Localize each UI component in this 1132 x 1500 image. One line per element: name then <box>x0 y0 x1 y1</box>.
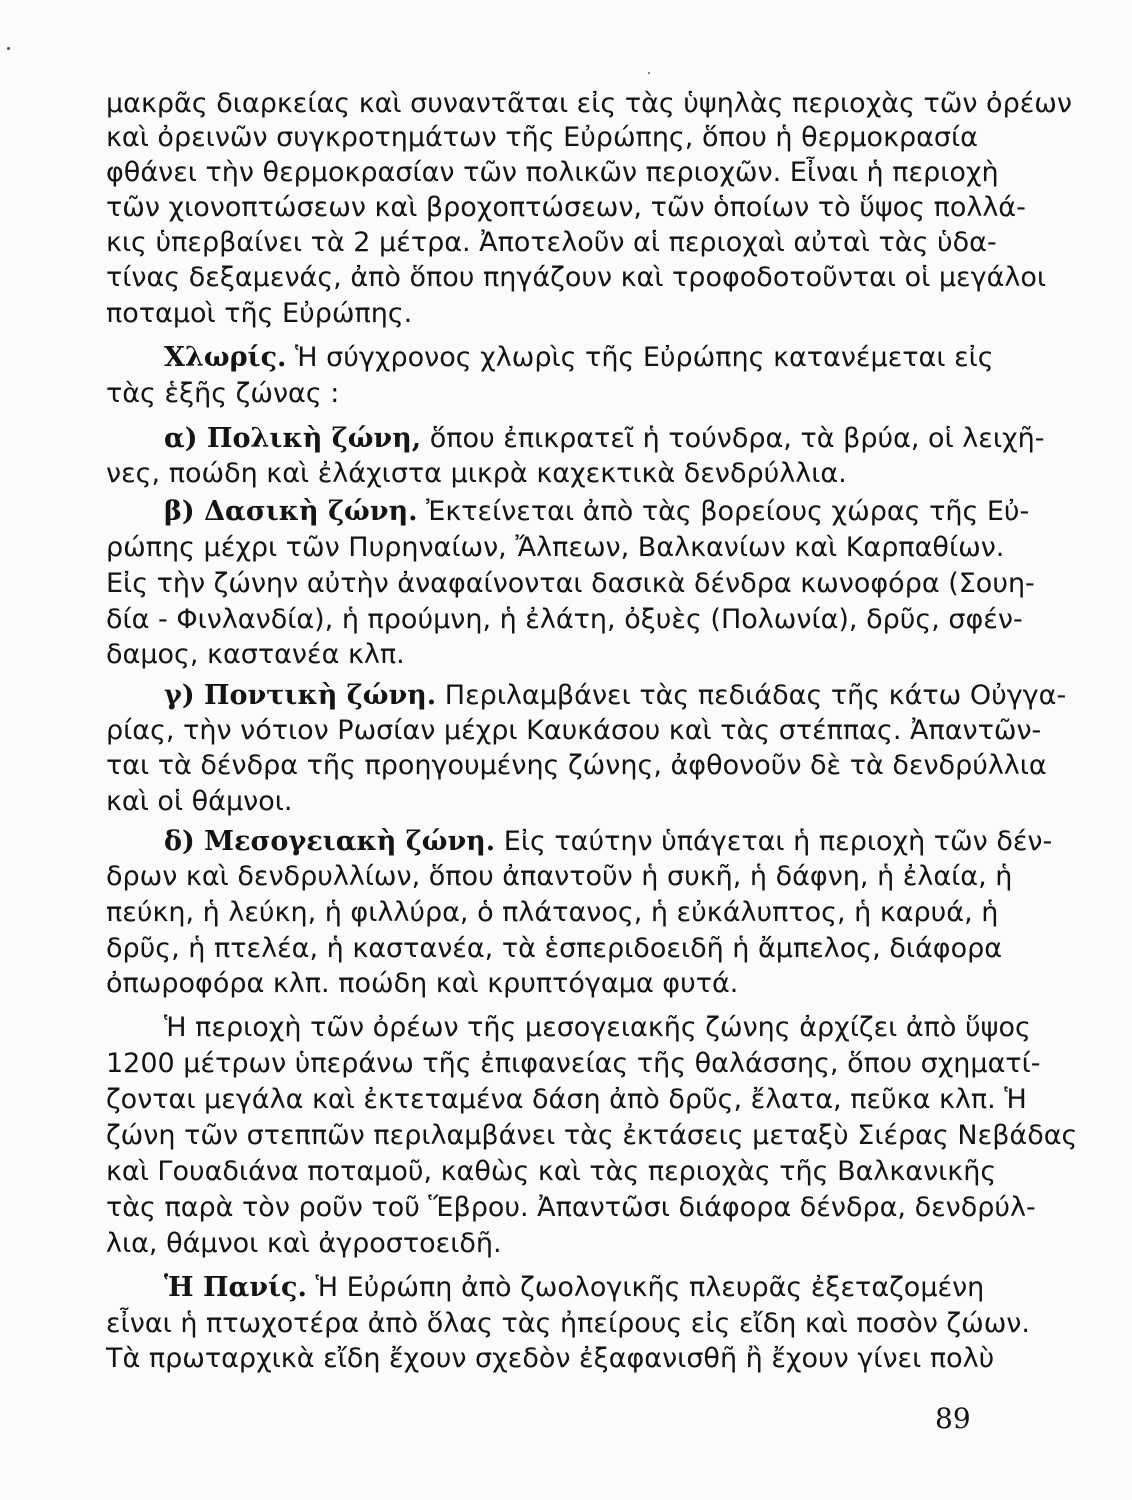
text-line: λια, θάμνοι καὶ ἀγροστοειδῆ. <box>106 1228 502 1259</box>
text-line: ποταμοὶ τῆς Εὐρώπης. <box>106 298 413 329</box>
text-line: εἶναι ἡ πτωχοτέρα ἀπὸ ὅλας τὰς ἠπείρους εἰς εἴδη καὶ ποσὸν ζώων. <box>106 1308 1030 1339</box>
text-line: καὶ οἱ θάμνοι. <box>106 786 293 817</box>
section-heading-forest-zone: β) Δασικὴ ζώνη. <box>164 496 418 527</box>
page-number: 89 <box>935 1402 971 1435</box>
scan-speck <box>648 72 650 74</box>
text-line: 1200 μέτρων ὑπεράνω τῆς ἐπιφανείας τῆς θαλάσσης, ὅπου σχηματί- <box>106 1048 1041 1079</box>
section-heading-fauna: Ἡ Πανίς. <box>164 1272 307 1303</box>
text-line: ρίας, τὴν νότιον Ρωσίαν μέχρι Καυκάσου καὶ τὰς στέππας. Ἀπαντῶν- <box>106 715 1042 746</box>
text-line: ρώπης μέχρι τῶν Πυρηναίων, Ἄλπεων, Βαλκανίων καὶ Καρπαθίων. <box>106 532 1005 563</box>
text-line: καὶ ὀρεινῶν συγκροτημάτων τῆς Εὐρώπης, ὅπου ἡ θερμοκρασία <box>106 122 978 153</box>
text-line: Τὰ πρωταρχικὰ εἴδη ἔχουν σχεδὸν ἐξαφανισθῆ ἢ ἔχουν γίνει πολὺ <box>106 1343 995 1374</box>
text-line: τὰς ἑξῆς ζώνας : <box>106 378 340 409</box>
text-line: Χλωρίς. Ἡ σύγχρονος χλωρὶς τῆς Εὐρώπης κατανέμεται εἰς <box>164 342 994 373</box>
text-line: γ) Ποντικὴ ζώνη. Περιλαμβάνει τὰς πεδιάδας τῆς κάτω Οὐγγα- <box>164 680 1067 711</box>
text-line: Εἰς τὴν ζώνην αὐτὴν ἀναφαίνονται δασικὰ δένδρα κωνοφόρα (Σουη- <box>106 568 1035 599</box>
text-line: δ) Μεσογειακὴ ζώνη. Εἰς ταύτην ὑπάγεται ἡ περιοχὴ τῶν δέν- <box>164 826 1053 857</box>
text-line: φθάνει τὴν θερμοκρασίαν τῶν πολικῶν περιοχῶν. Εἶναι ἡ περιοχὴ <box>106 157 999 188</box>
text-line: δία - Φινλανδία), ἡ προύμνη, ἡ ἐλάτη, ὀξυὲς (Πολωνία), δρῦς, σφέν- <box>106 604 1023 635</box>
text-line: ται τὰ δένδρα τῆς προηγουμένης ζώνης, ἀφθονοῦν δὲ τὰ δενδρύλλια <box>106 750 1047 781</box>
text-line: μακρᾶς διαρκείας καὶ συναντᾶται εἰς τὰς ὑψηλὰς περιοχὰς τῶν ὀρέων <box>106 88 1073 119</box>
section-heading-polar-zone: α) Πολικὴ ζώνη, <box>164 423 422 454</box>
text-line: ζώνη τῶν στεππῶν περιλαμβάνει τὰς ἐκτάσεις μεταξὺ Σιέρας Νεβάδας <box>106 1120 1078 1151</box>
text-line: α) Πολικὴ ζώνη, ὅπου ἐπικρατεῖ ἡ τούνδρα, τὰ βρύα, οἱ λειχῆ- <box>164 423 1045 454</box>
text-line: κις ὑπερβαίνει τὰ 2 μέτρα. Ἀποτελοῦν αἱ περιοχαὶ αὐταὶ τὰς ὑδα- <box>106 227 997 258</box>
section-heading-mediterranean-zone: δ) Μεσογειακὴ ζώνη. <box>164 826 496 857</box>
text-line: νες, ποώδη καὶ ἐλάχιστα μικρὰ καχεκτικὰ δενδρύλλια. <box>106 458 847 489</box>
text-line: ζονται μεγάλα καὶ ἐκτεταμένα δάση ἀπὸ δρῦς, ἔλατα, πεῦκα κλπ. Ἡ <box>106 1084 1027 1115</box>
text-line: τὰς παρὰ τὸν ροῦν τοῦ Ἕβρου. Ἀπαντῶσι διάφορα δένδρα, δενδρύλ- <box>106 1192 1036 1223</box>
text-line: δρῦς, ἡ πτελέα, ἡ καστανέα, τὰ ἑσπεριδοειδῆ ἡ ἄμπελος, διάφορα <box>106 933 1003 964</box>
text-line: πεύκη, ἡ λεύκη, ἡ φιλλύρα, ὁ πλάτανος, ἡ εὐκάλυπτος, ἡ καρυά, ἡ <box>106 897 999 928</box>
text-line: καὶ Γουαδιάνα ποταμοῦ, καθὼς καὶ τὰς περιοχὰς τῆς Βαλκανικῆς <box>106 1156 997 1187</box>
text-line: δρων καὶ δενδρυλλίων, ὅπου ἀπαντοῦν ἡ συκῆ, ἡ δάφνη, ἡ ἐλαία, ἡ <box>106 861 1013 892</box>
scan-speck <box>7 47 10 50</box>
text-line: δαμος, καστανέα κλπ. <box>106 639 405 670</box>
text-line: Ἡ περιοχὴ τῶν ὀρέων τῆς μεσογειακῆς ζώνης ἀρχίζει ἀπὸ ὕψος <box>164 1012 1031 1043</box>
text-line: τίνας δεξαμενάς, ἀπὸ ὅπου πηγάζουν καὶ τροφοδοτοῦνται οἱ μεγάλοι <box>106 262 1047 293</box>
text-line: Ἡ Πανίς. Ἡ Εὐρώπη ἀπὸ ζωολογικῆς πλευρᾶς ἐξεταζομένη <box>164 1272 985 1303</box>
text-line: τῶν χιονοπτώσεων καὶ βροχοπτώσεων, τῶν ὁποίων τὸ ὕψος πολλά- <box>106 192 1026 223</box>
text-line: β) Δασικὴ ζώνη. Ἐκτείνεται ἀπὸ τὰς βορείους χώρας τῆς Εὐ- <box>164 496 1030 527</box>
section-heading-chloris: Χλωρίς. <box>164 342 287 373</box>
text-line: ὀπωροφόρα κλπ. ποώδη καὶ κρυπτόγαμα φυτά. <box>106 968 739 999</box>
section-heading-pontic-zone: γ) Ποντικὴ ζώνη. <box>164 680 437 711</box>
